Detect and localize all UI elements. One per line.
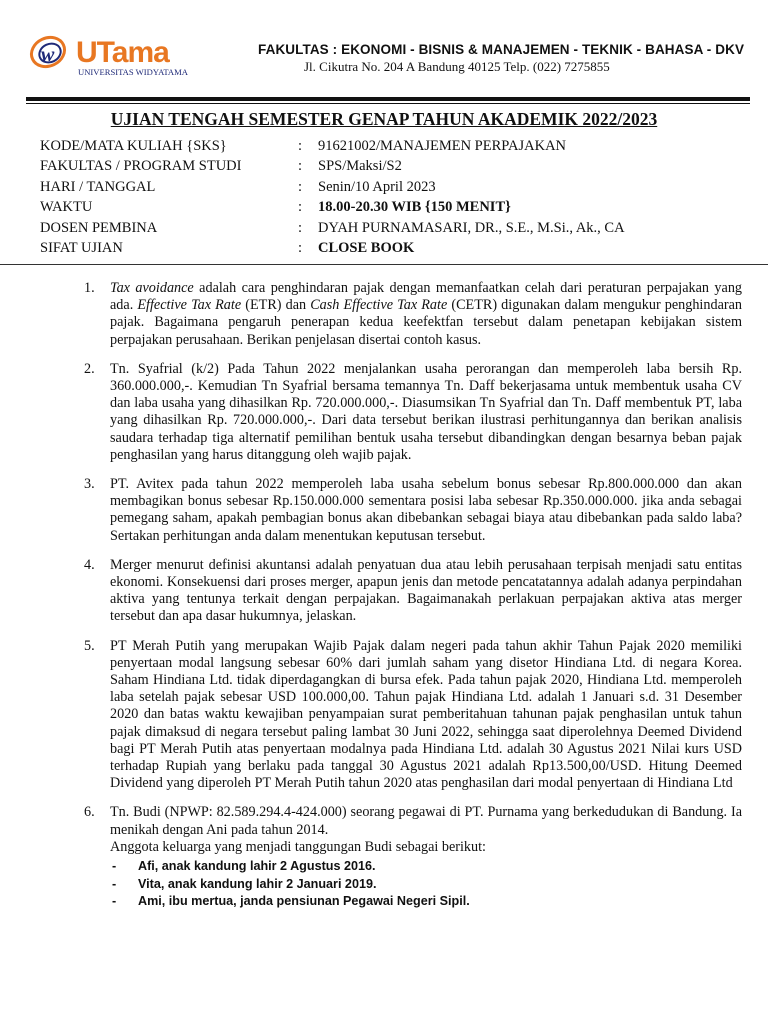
info-label: SIFAT UJIAN <box>40 240 123 257</box>
term-tax-avoidance: Tax avoidance <box>110 280 194 296</box>
question-number: 2. <box>84 360 95 377</box>
question-number: 6. <box>84 804 95 821</box>
dependent-item: - Ami, ibu mertua, janda pensiunan Pegawai Negeri Sipil. <box>112 894 470 909</box>
question-list <box>84 280 742 923</box>
info-label: WAKTU <box>40 199 93 216</box>
question-2 <box>84 361 742 464</box>
faculty-line: FAKULTAS : EKONOMI - BISNIS & MANAJEMEN - TEKNIK - BAHASA - DKV <box>258 42 745 57</box>
info-value: 18.00-20.30 WIB {150 MENIT} <box>318 199 511 216</box>
question-text: Tn. Budi (NPWP: 82.589.294.4-424.000) seorang pegawai di PT. Purnama yang berkedudukan di Bandung. Ia menikah dengan Ani pada tahun 2014. <box>110 804 742 838</box>
info-colon: : <box>298 199 303 216</box>
info-row-exam-type <box>40 239 740 260</box>
question-text: PT. Avitex pada tahun 2022 memperoleh laba usaha sebelum bonus sebesar Rp.800.000.000 dan akan membagikan bonus sebesar Rp.150.000.000 sementara posisi laba sebesar Rp.350.000.000. jika anda sebagai pemegang saham, apakah pembagian bonus akan dibebankan sebagai biaya atau dibebankan pada saldo laba? Sertakan perhitungan anda dalam menentukan keputusan tersebut. <box>110 476 742 544</box>
term-cetr: Cash Effective Tax Rate <box>310 297 448 314</box>
dependent-item: - Afi, anak kandung lahir 2 Agustus 2016. <box>112 859 376 874</box>
info-value: CLOSE BOOK <box>318 240 415 257</box>
dependents-list <box>110 858 742 911</box>
info-row-faculty <box>40 157 740 178</box>
header-rule-thin <box>26 103 750 104</box>
info-label: DOSEN PEMBINA <box>40 219 158 236</box>
info-label: HARI / TANGGAL <box>40 178 156 195</box>
info-label: KODE/MATA KULIAH {SKS} <box>40 137 227 154</box>
info-row-time <box>40 198 740 219</box>
question-text: Tn. Syafrial (k/2) Pada Tahun 2022 menjalankan usaha perorangan dan memperoleh laba bersih Rp. 360.000.000,-. Kemudian Tn Syafrial bersama temannya Tn. Daff bekerjasama untuk membentuk usaha CV dan laba usaha yang dihasilkan Rp. 720.000.000,-. Diasumsikan Tn Syafrial dan Tn. Daff membentuk PT, laba yang dihasilkan Rp. 720.000.000,-. Dari data tersebut berikan ilustrasi perhitungannya dan berikan analisis saudara terhadap tiga alternatif pemilihan bentuk usaha tersebut dibandingkan dengan besarnya beban pajak penghasilan yang harus ditanggung oleh wajib pajak. <box>110 360 742 463</box>
info-value: DYAH PURNAMASARI, DR., S.E., M.Si., Ak., CA <box>318 219 625 236</box>
question-text: Merger menurut definisi akuntansi adalah penyatuan dua atau lebih perusahaan terpisah menjadi satu entitas ekonomi. Konsekuensi dari proses merger, apapun jenis dan metode pencatatannya adalah adanya perpindahan aktiva yang tentunya terkait dengan perpajakan. Bagaimanakah perlakuan perpajakan aktiva atas merger tersebut dan apa dasar hukumnya, jelaskan. <box>110 556 742 625</box>
question-text-part: adalah cara penghindaran pajak dengan memanfaatkan celah dari peraturan perpajakan yang ada. <box>110 280 743 314</box>
question-text <box>110 280 742 349</box>
info-value: SPS/Maksi/S2 <box>318 158 402 175</box>
question-4 <box>84 557 742 626</box>
logo-wordmark: UTama <box>76 36 169 69</box>
info-colon: : <box>298 137 303 154</box>
question-text-continued: Anggota keluarga yang menjadi tanggungan Budi sebagai berikut: <box>110 838 487 855</box>
exam-info <box>40 136 740 259</box>
logo-w-mark: w <box>41 44 55 66</box>
question-number: 4. <box>84 556 95 573</box>
dependent-text: Ami, ibu mertua, janda pensiunan Pegawai Negeri Sipil. <box>138 894 470 909</box>
dependent-item: - Vita, anak kandung lahir 2 Januari 2019. <box>112 876 377 891</box>
question-number: 1. <box>84 280 95 296</box>
question-6 <box>84 804 742 910</box>
question-number: 3. <box>84 476 95 493</box>
info-value: 91621002/MANAJEMEN PERPAJAKAN <box>318 137 567 154</box>
logo-subtitle: UNIVERSITAS WIDYATAMA <box>78 67 188 77</box>
info-colon: : <box>298 240 303 257</box>
address-line: Jl. Cikutra No. 204 A Bandung 40125 Telp. (022) 7275855 <box>304 59 610 74</box>
question-text-part: (ETR) dan <box>241 297 311 314</box>
question-text: PT Merah Putih yang merupakan Wajib Pajak dalam negeri pada tahun akhir Tahun Pajak 2020 memiliki penyertaan modal langsung sebesar 60% dari jumlah saham yang disetor Hindiana Ltd. di negara Korea. Saham Hindiana Ltd. tidak diperdagangkan di bursa efek. Pada tahun pajak 2020, Hindiana Ltd. memperoleh laba setelah pajak sebesar USD 100.000,00. Tahun pajak Hindiana Ltd. adalah 1 Januari s.d. 31 Desember 2020 dan batas waktu kewajiban penyampaian surat pemberitahuan tahunan pajak penghasilan untuk tahun pajak dimaksud di negara tersebut paling lambat 30 Juni 2022, sehingga saat diperolehnya Deemed Dividend bagi PT Merah Putih atas penyertaan modalnya pada Hindiana Ltd. adalah 30 Agustus 2021 Nilai kurs USD terhadap Rupiah yang berlaku pada tanggal 30 Agustus 2021 adalah Rp13.500,00/USD. Hitung Deemed Dividend yang diperoleh PT Merah Putih tahun 2020 atas penghasilan dari modal penyertaan di Hindiana Ltd <box>110 637 742 792</box>
info-divider <box>0 264 768 265</box>
header-rule-thick <box>26 97 750 101</box>
dependent-text: Afi, anak kandung lahir 2 Agustus 2016. <box>138 859 376 874</box>
info-label: FAKULTAS / PROGRAM STUDI <box>40 158 242 175</box>
question-text-part: (CETR) digunakan dalam mengukur penghindaran pajak. Bagaimana pengaruh penerapan kedua keefektfan tersebut dalam penetapan kebijakan sistem perpajakan perusahaan. Berikan penjelasan disertai contoh kasus. <box>110 297 742 348</box>
info-colon: : <box>298 219 303 236</box>
info-colon: : <box>298 178 303 195</box>
info-value: Senin/10 April 2023 <box>318 178 436 195</box>
university-logo <box>28 30 228 80</box>
dependent-text: Vita, anak kandung lahir 2 Januari 2019. <box>138 876 377 891</box>
info-colon: : <box>298 158 303 175</box>
term-etr: Effective Tax Rate <box>137 297 242 314</box>
question-5 <box>84 638 742 793</box>
exam-title: UJIAN TENGAH SEMESTER GENAP TAHUN AKADEMIK 2022/2023 <box>110 109 658 129</box>
info-row-course <box>40 136 740 157</box>
question-number: 5. <box>84 637 95 654</box>
question-1 <box>84 280 742 349</box>
info-row-date <box>40 177 740 198</box>
question-3 <box>84 476 742 545</box>
info-row-lecturer <box>40 218 740 239</box>
